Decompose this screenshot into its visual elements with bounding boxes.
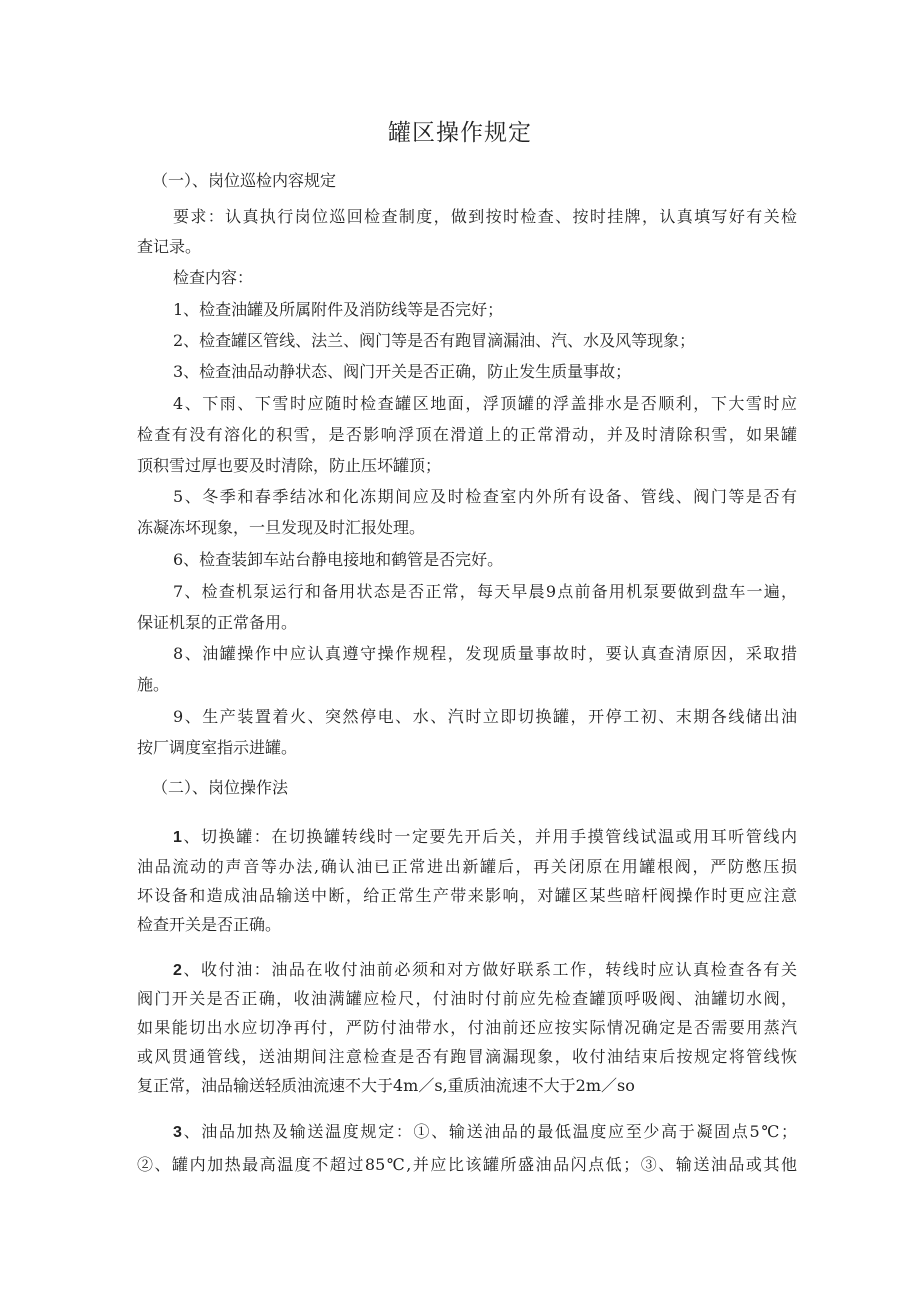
list-item-1: 1、检查油罐及所属附件及消防线等是否完好； — [173, 300, 504, 319]
requirement-line-2: 查记录。 — [137, 237, 202, 256]
operation-1-number: 1 — [173, 829, 182, 846]
list-item-2: 2、检查罐区管线、法兰、阀门等是否有跑冒滴漏油、汽、水及风等现象； — [173, 331, 696, 350]
list-item-4-line-2: 检查有没有溶化的积雪，是否影响浮顶在滑道上的正常滑动，并及时清除积雪，如果罐 — [137, 425, 797, 444]
section-1-heading: （一）、岗位巡检内容规定 — [152, 171, 337, 190]
content-label: 检查内容： — [173, 268, 254, 287]
list-item-3: 3、检查油品动静状态、阀门开关是否正确，防止发生质量事故； — [173, 362, 632, 381]
operation-3-line-2: ②、罐内加热最高温度不超过85℃,并应比该罐所盛油品闪点低；③、输送油品或其他 — [137, 1155, 797, 1174]
list-item-6: 6、检查装卸车站台静电接地和鹤管是否完好。 — [173, 550, 504, 569]
operation-2-line-4: 或风贯通管线，送油期间注意检查是否有跑冒滴漏现象，收付油结束后按规定将管线恢 — [137, 1047, 797, 1066]
list-item-7-line-2: 保证机泵的正常备用。 — [137, 613, 298, 632]
list-item-5-line-1: 5、冬季和春季结冰和化冻期间应及时检查室内外所有设备、管线、阀门等是否有 — [173, 487, 797, 506]
list-item-9-line-2: 按厂调度室指示进罐。 — [137, 738, 298, 757]
operation-2-line-3: 如果能切出水应切净再付，严防付油带水，付油前还应按实际情况确定是否需要用蒸汽 — [137, 1018, 797, 1037]
list-item-8-line-1: 8、油罐操作中应认真遵守操作规程，发现质量事故时，要认真查清原因，采取措 — [173, 644, 797, 663]
operation-3-number: 3 — [173, 1124, 182, 1141]
operation-1-line-1: 1、切换罐：在切换罐转线时一定要先开后关，并用手摸管线试温或用耳听管线内 — [173, 827, 797, 846]
list-item-7-line-1: 7、检查机泵运行和备用状态是否正常，每天早晨9点前备用机泵要做到盘车一遍， — [173, 582, 797, 601]
operation-1-line-4: 检查开关是否正确。 — [137, 915, 282, 934]
list-item-4-line-1: 4、下雨、下雪时应随时检查罐区地面，浮顶罐的浮盖排水是否顺利，下大雪时应 — [173, 394, 797, 413]
page-title: 罐区操作规定 — [388, 120, 532, 146]
operation-1-line-3: 坏设备和造成油品输送中断，给正常生产带来影响，对罐区某些暗杆阀操作时更应注意 — [137, 886, 797, 905]
operation-2-line-2: 阀门开关是否正确，收油满罐应检尺，付油时付前应先检查罐顶呼吸阀、油罐切水阀， — [137, 989, 797, 1008]
list-item-8-line-2: 施。 — [137, 675, 170, 694]
requirement-line-1: 要求：认真执行岗位巡回检查制度，做到按时检查、按时挂牌，认真填写好有关检 — [173, 207, 797, 226]
operation-2-line-1: 2、收付油：油品在收付油前必须和对方做好联系工作，转线时应认真检查各有关 — [173, 960, 797, 979]
list-item-9-line-1: 9、生产装置着火、突然停电、水、汽时立即切换罐，开停工初、末期各线储出油 — [173, 707, 797, 726]
operation-1-line-2: 油品流动的声音等办法,确认油已正常进出新罐后，再关闭原在用罐根阀，严防憋压损 — [137, 857, 797, 876]
list-item-5-line-2: 冻凝冻坏现象，一旦发现及时汇报处理。 — [137, 518, 426, 537]
operation-2-line-5: 复正常，油品输送轻质油流速不大于4m／s,重质油流速不大于2m／so — [137, 1076, 635, 1095]
operation-3-line-1: 3、油品加热及输送温度规定：①、输送油品的最低温度应至少高于凝固点5℃； — [173, 1122, 797, 1141]
operation-2-number: 2 — [173, 962, 182, 979]
section-2-heading: （二）、岗位操作法 — [152, 778, 289, 797]
list-item-4-line-3: 顶积雪过厚也要及时清除，防止压坏罐顶； — [137, 456, 442, 475]
